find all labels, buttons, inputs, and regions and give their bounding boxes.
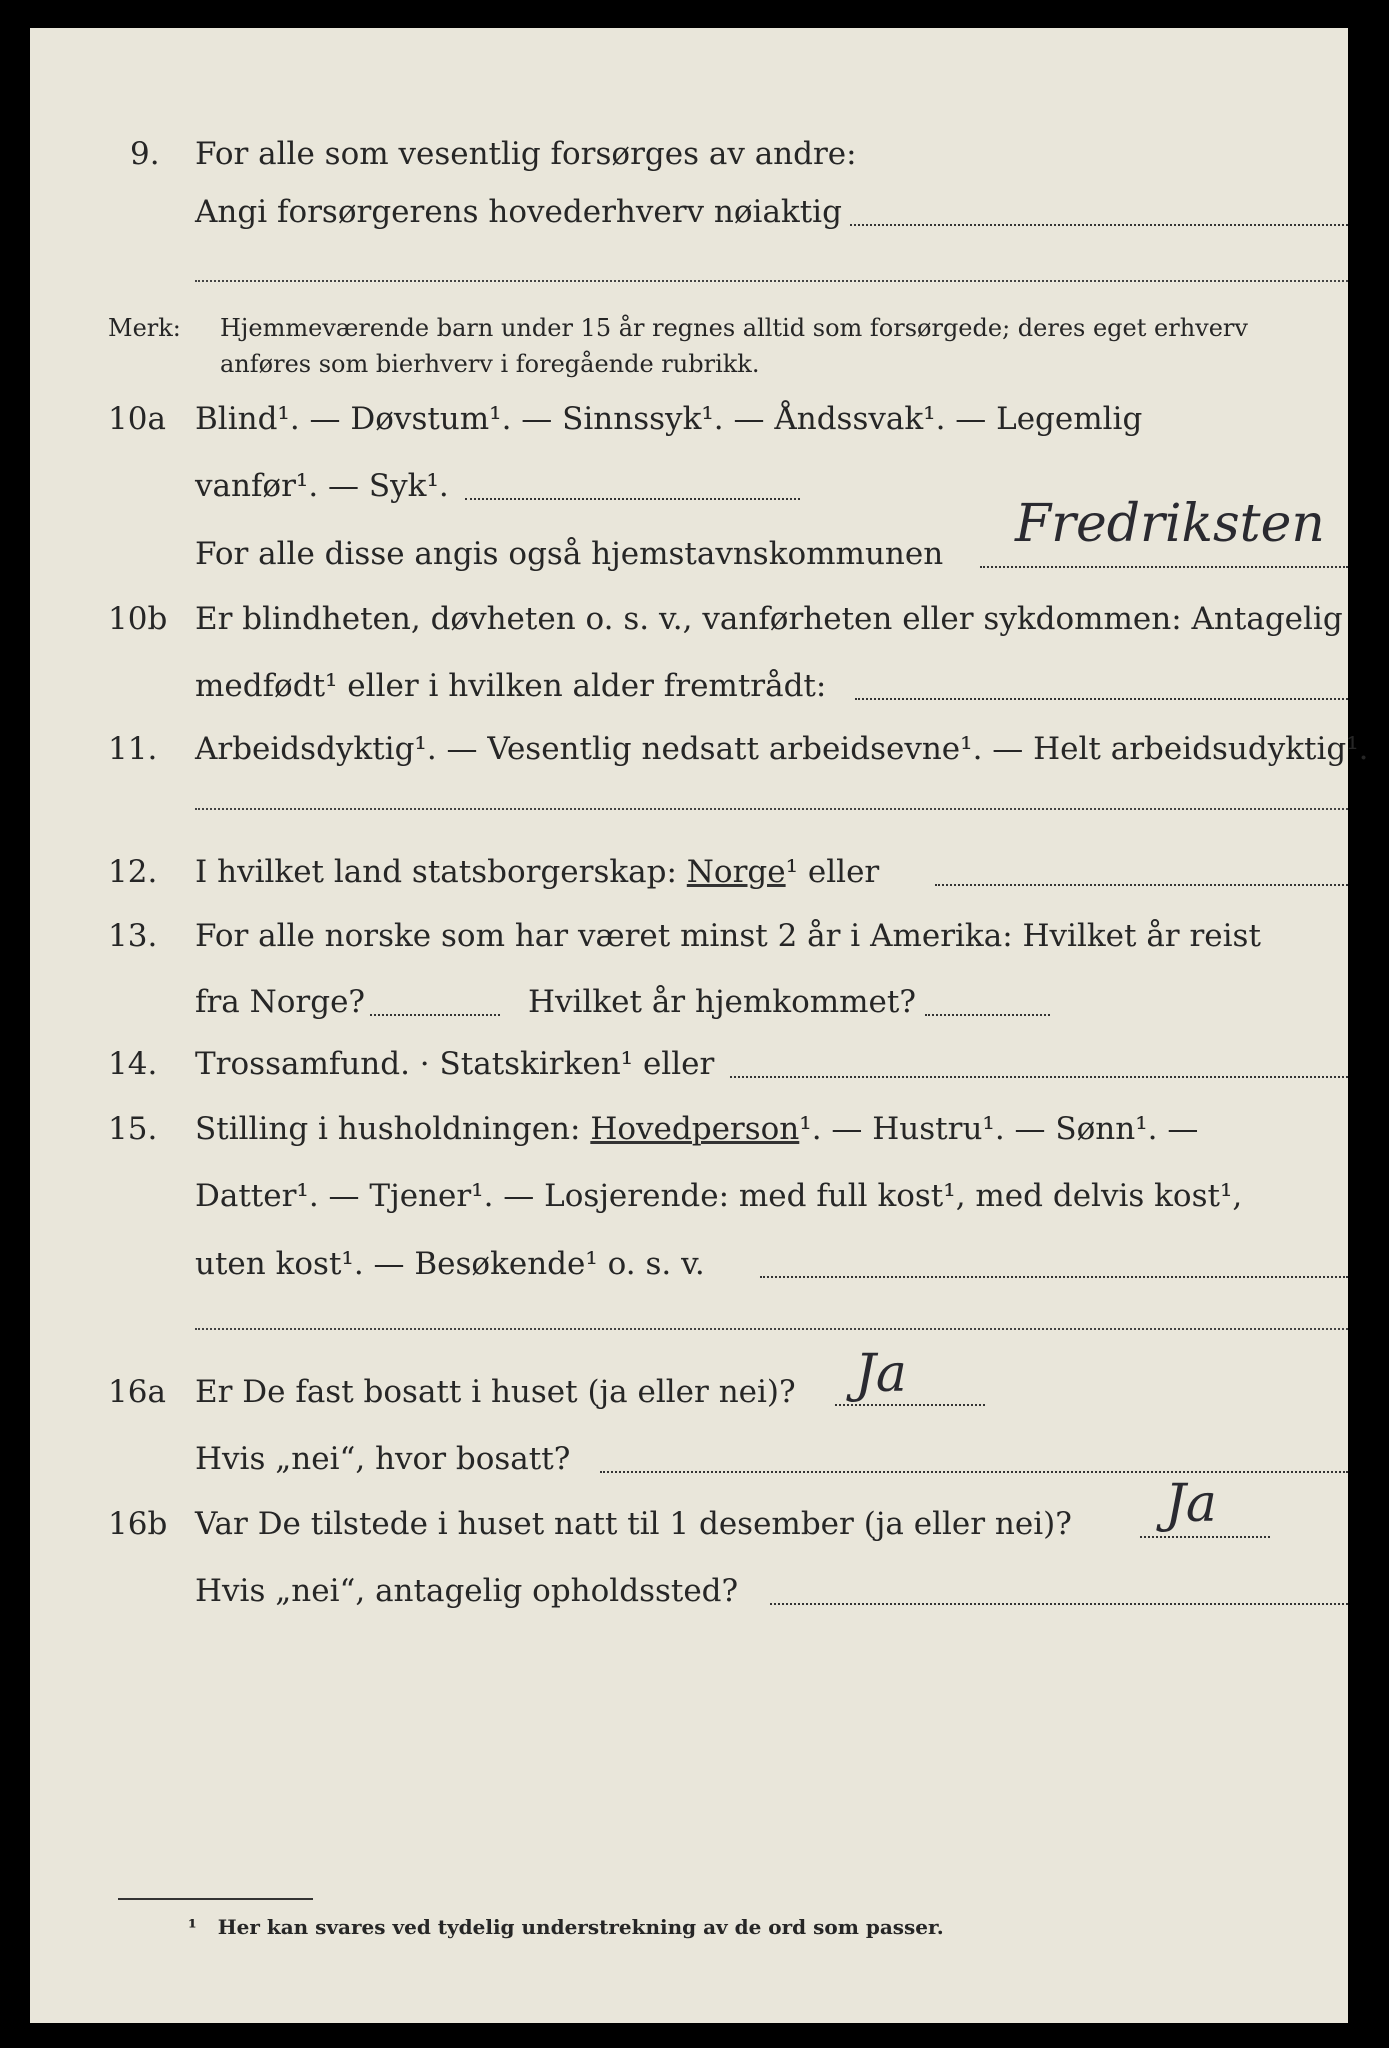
q13-text-2a: fra Norge? — [195, 984, 366, 1020]
q16a-answer-line[interactable] — [835, 1404, 985, 1406]
q13-hjemkommet-line[interactable] — [925, 1014, 1050, 1016]
merk-line-1 — [30, 310, 1348, 346]
q15-number: 15. — [108, 1111, 158, 1147]
q10b-line-1 — [30, 593, 1348, 645]
footnote-mark: ¹ — [188, 1915, 197, 1939]
merk-text-2: anføres som bierhverv i foregående rubrikk. — [220, 350, 760, 378]
q9-number: 9. — [130, 136, 160, 172]
q14-number: 14. — [108, 1046, 158, 1082]
q14-text-1: Trossamfund. · Statskirken¹ eller — [195, 1046, 715, 1082]
q9-answer-line[interactable] — [850, 224, 1348, 226]
q15-answer-line-2[interactable] — [195, 1328, 1348, 1330]
q14-line-1 — [30, 1038, 1348, 1090]
q16a-text-2: Hvis „nei“, hvor bosatt? — [195, 1441, 571, 1477]
q10a-text-3: For alle disse angis også hjemstavnskommunen — [195, 536, 944, 572]
q15-prefix: Stilling i husholdningen: — [195, 1111, 581, 1147]
q10a-handwritten-answer: Fredriksten — [1015, 494, 1325, 554]
q10a-line-1 — [30, 393, 1348, 445]
q10a-syk-line[interactable] — [465, 498, 800, 500]
q13-text-2b: Hvilket år hjemkommet? — [528, 984, 916, 1020]
footnote-rule — [118, 1898, 313, 1900]
q10a-text-1: Blind¹. — Døvstum¹. — Sinnssyk¹. — Åndssvak¹. — Legemlig — [195, 401, 1143, 437]
q11-line-1 — [30, 723, 1369, 775]
q9-answer-line-2[interactable] — [195, 280, 1348, 282]
footnote — [188, 1912, 944, 1942]
q11-text-1: Arbeidsdyktig¹. — Vesentlig nedsatt arbeidsevne¹. — Helt arbeidsudyktig¹. — [195, 731, 1369, 767]
q12-text — [195, 846, 879, 898]
merk-text-1: Hjemmeværende barn under 15 år regnes alltid som forsørgede; deres eget erhverv — [220, 314, 1248, 342]
census-form-page — [30, 28, 1369, 2023]
q15-text-3: uten kost¹. — Besøkende¹ o. s. v. — [195, 1246, 705, 1282]
q16b-line-1 — [30, 1498, 1348, 1550]
q10a-hjemstavn-line[interactable] — [980, 566, 1348, 568]
q15-line-3 — [30, 1238, 1348, 1290]
q15-line-1 — [30, 1103, 1348, 1155]
q12-line-1 — [30, 846, 1348, 898]
q15-suffix: ¹. — Hustru¹. — Sønn¹. — — [799, 1111, 1199, 1147]
q15-text-1 — [195, 1103, 1198, 1155]
q13-line-2 — [30, 976, 1348, 1028]
q9-line-1 — [30, 128, 1348, 180]
q15-line-2 — [30, 1170, 1348, 1222]
q16b-line-2 — [30, 1565, 1348, 1617]
q10b-text-2: medfødt¹ eller i hvilken alder fremtrådt: — [195, 668, 827, 704]
q10b-line-2 — [30, 660, 1348, 712]
q13-line-1 — [30, 910, 1348, 962]
q10b-text-1: Er blindheten, døvheten o. s. v., vanførheten eller sykdommen: Antagelig — [195, 601, 1343, 637]
q15-answer-line[interactable] — [760, 1276, 1348, 1278]
q16a-number: 16a — [108, 1374, 166, 1410]
q15-hovedperson-underlined: Hovedperson — [590, 1111, 800, 1147]
q16a-handwritten-answer: Ja — [855, 1344, 907, 1404]
merk-label: Merk: — [108, 314, 181, 342]
q16b-answer-line[interactable] — [1140, 1536, 1270, 1538]
q16a-line-2 — [30, 1433, 1348, 1485]
q14-answer-line[interactable] — [730, 1076, 1348, 1078]
q12-norge-underlined: Norge — [686, 854, 786, 890]
q12-number: 12. — [108, 854, 158, 890]
q10b-number: 10b — [108, 601, 168, 637]
merk-line-2 — [30, 346, 1348, 382]
q10a-text-2: vanfør¹. — Syk¹. — [195, 468, 449, 504]
q16b-opholdssted-line[interactable] — [770, 1603, 1348, 1605]
q9-text-1: For alle som vesentlig forsørges av andre: — [195, 136, 857, 172]
q12-answer-line[interactable] — [935, 884, 1348, 886]
q10a-number: 10a — [108, 401, 166, 437]
q16b-text-1: Var De tilstede i huset natt til 1 desember (ja eller nei)? — [195, 1506, 1072, 1542]
q9-text-2: Angi forsørgerens hovederhverv nøiaktig — [195, 194, 842, 230]
q10b-answer-line[interactable] — [855, 698, 1348, 700]
q16a-line-1 — [30, 1366, 1348, 1418]
q16a-text-1: Er De fast bosatt i huset (ja eller nei)? — [195, 1374, 796, 1410]
q16b-handwritten-answer: Ja — [1165, 1474, 1217, 1534]
q13-number: 13. — [108, 918, 158, 954]
footnote-text: Her kan svares ved tydelig understrekning av de ord som passer. — [217, 1915, 944, 1939]
q13-reist-line[interactable] — [370, 1014, 500, 1016]
q12-prefix: I hvilket land statsborgerskap: — [195, 854, 677, 890]
q11-answer-line[interactable] — [195, 808, 1348, 810]
q15-text-2: Datter¹. — Tjener¹. — Losjerende: med full kost¹, med delvis kost¹, — [195, 1178, 1243, 1214]
q16b-text-2: Hvis „nei“, antagelig opholdssted? — [195, 1573, 739, 1609]
q9-line-2 — [30, 186, 1348, 238]
q13-text-1: For alle norske som har været minst 2 år i Amerika: Hvilket år reist — [195, 918, 1261, 954]
q16a-bosatt-line[interactable] — [600, 1471, 1348, 1473]
q16b-number: 16b — [108, 1506, 168, 1542]
q11-number: 11. — [108, 731, 158, 767]
q12-suffix: ¹ eller — [785, 854, 880, 890]
